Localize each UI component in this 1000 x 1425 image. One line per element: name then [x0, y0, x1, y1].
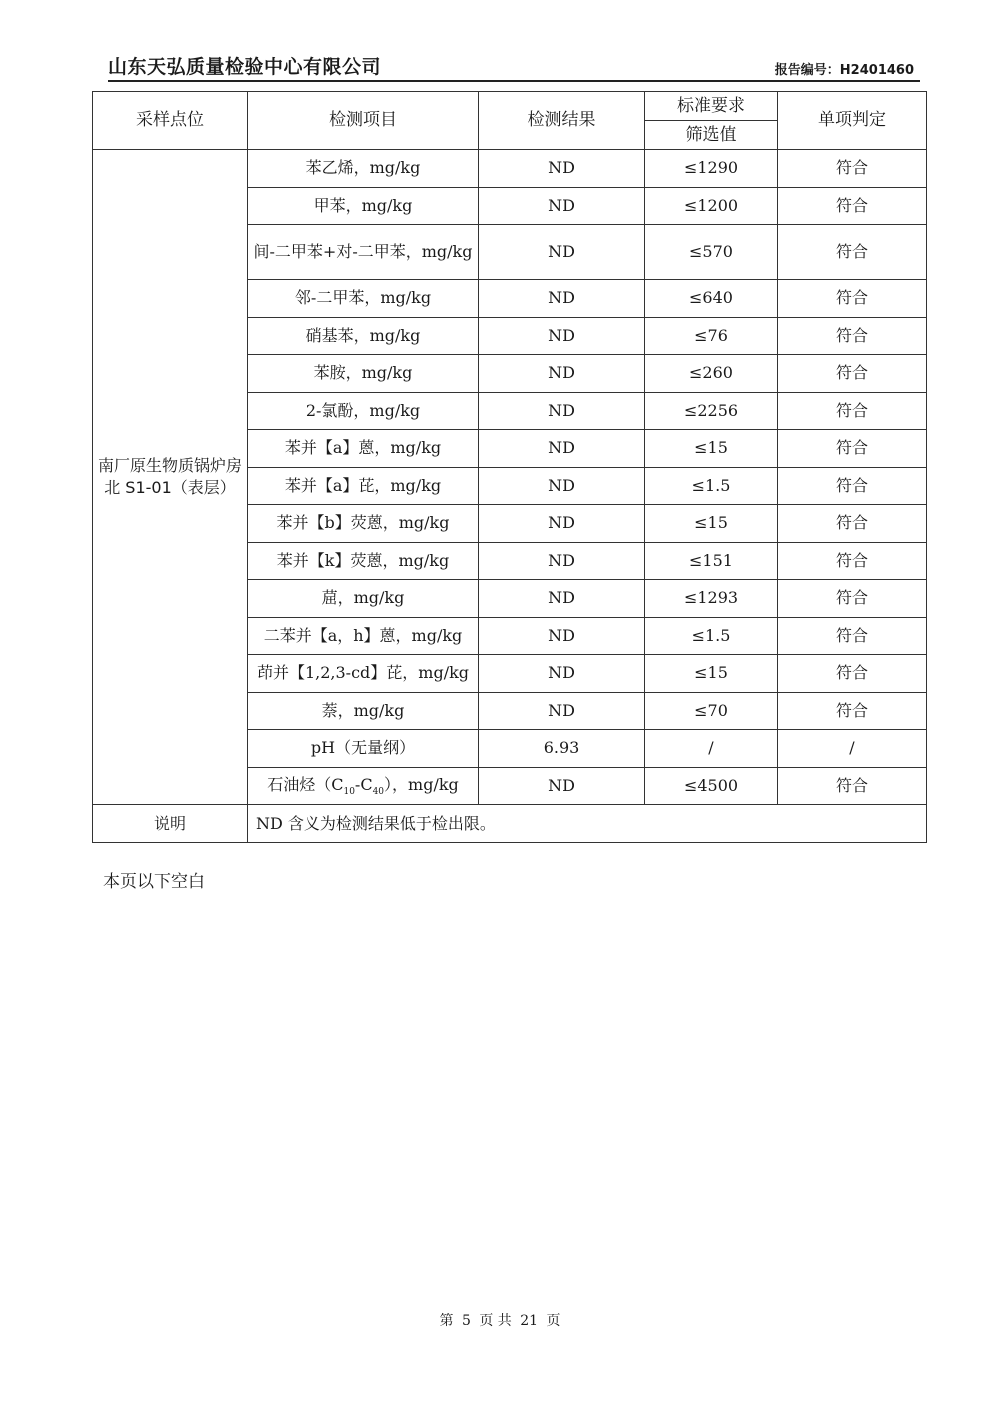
- judgement: 符合: [778, 467, 927, 505]
- judgement: 符合: [778, 225, 927, 280]
- standard-value: ≤4500: [645, 767, 778, 805]
- judgement: 符合: [778, 150, 927, 188]
- standard-value: ≤1.5: [645, 467, 778, 505]
- table-row: [93, 150, 927, 188]
- standard-value: ≤1200: [645, 187, 778, 225]
- test-item: 䓛，mg/kg: [248, 580, 479, 618]
- test-result: ND: [479, 355, 645, 393]
- report-header: [108, 50, 918, 82]
- header-result: 检测结果: [479, 92, 645, 150]
- item-prefix: 石油烃（C: [267, 774, 344, 794]
- test-item: 萘，mg/kg: [248, 692, 479, 730]
- standard-value: ≤260: [645, 355, 778, 393]
- standard-value: ≤1293: [645, 580, 778, 618]
- footer-post: 页: [546, 1313, 561, 1329]
- total-pages: 21: [520, 1313, 539, 1329]
- table-header-row: [93, 92, 927, 121]
- test-result: ND: [479, 430, 645, 468]
- test-item: pH（无量纲）: [248, 730, 479, 768]
- test-result: ND: [479, 505, 645, 543]
- header-standard-sub: 筛选值: [645, 121, 778, 150]
- test-result: ND: [479, 280, 645, 318]
- standard-value: /: [645, 730, 778, 768]
- test-result: ND: [479, 692, 645, 730]
- test-item: 苯并【b】荧蒽，mg/kg: [248, 505, 479, 543]
- header-judgement: 单项判定: [778, 92, 927, 150]
- page-number: 5: [461, 1313, 471, 1329]
- note-text: ND 含义为检测结果低于检出限。: [248, 805, 927, 843]
- test-item: [248, 767, 479, 805]
- judgement: 符合: [778, 392, 927, 430]
- item-suffix: ），mg/kg: [384, 774, 459, 794]
- judgement: 符合: [778, 187, 927, 225]
- judgement: 符合: [778, 692, 927, 730]
- note-label: 说明: [93, 805, 248, 843]
- test-item: 二苯并【a，h】蒽，mg/kg: [248, 617, 479, 655]
- footer-mid: 页 共: [479, 1313, 512, 1329]
- test-result: ND: [479, 187, 645, 225]
- test-item: 间-二甲苯+对-二甲苯，mg/kg: [248, 225, 479, 280]
- judgement: 符合: [778, 542, 927, 580]
- test-item: 邻-二甲苯，mg/kg: [248, 280, 479, 318]
- test-item: 苯并【a】芘，mg/kg: [248, 467, 479, 505]
- judgement: 符合: [778, 280, 927, 318]
- standard-value: ≤2256: [645, 392, 778, 430]
- standard-value: ≤640: [645, 280, 778, 318]
- test-item: 硝基苯，mg/kg: [248, 317, 479, 355]
- test-result: ND: [479, 392, 645, 430]
- test-item: 茚并【1,2,3-cd】芘，mg/kg: [248, 655, 479, 693]
- judgement: 符合: [778, 580, 927, 618]
- test-result: ND: [479, 767, 645, 805]
- item-subscript: 40: [372, 786, 385, 797]
- sampling-location: 南厂原生物质锅炉房北 S1-01（表层）: [93, 150, 248, 805]
- judgement: 符合: [778, 505, 927, 543]
- standard-value: ≤15: [645, 430, 778, 468]
- test-item: 苯乙烯，mg/kg: [248, 150, 479, 188]
- test-result: ND: [479, 467, 645, 505]
- test-result: ND: [479, 655, 645, 693]
- header-divider: [108, 80, 920, 82]
- judgement: 符合: [778, 767, 927, 805]
- standard-value: ≤76: [645, 317, 778, 355]
- judgement: 符合: [778, 430, 927, 468]
- header-standard: 标准要求: [645, 92, 778, 121]
- judgement: 符合: [778, 317, 927, 355]
- test-result: ND: [479, 617, 645, 655]
- company-name: 山东天弘质量检验中心有限公司: [108, 56, 382, 78]
- test-item: 苯并【k】荧蒽，mg/kg: [248, 542, 479, 580]
- test-item: 苯胺，mg/kg: [248, 355, 479, 393]
- test-result: ND: [479, 317, 645, 355]
- test-item: 苯并【a】蒽，mg/kg: [248, 430, 479, 468]
- standard-value: ≤70: [645, 692, 778, 730]
- test-result: ND: [479, 225, 645, 280]
- judgement: /: [778, 730, 927, 768]
- test-result: ND: [479, 580, 645, 618]
- standard-value: ≤151: [645, 542, 778, 580]
- header-location: 采样点位: [93, 92, 248, 150]
- item-subscript: 10: [343, 786, 355, 797]
- test-result: 6.93: [479, 730, 645, 768]
- page-footer: [0, 1310, 1000, 1330]
- standard-value: ≤570: [645, 225, 778, 280]
- standard-value: ≤1.5: [645, 617, 778, 655]
- note-row: [93, 805, 927, 843]
- header-item: 检测项目: [248, 92, 479, 150]
- test-result: ND: [479, 542, 645, 580]
- judgement: 符合: [778, 617, 927, 655]
- report-number: 报告编号：H2401460: [774, 63, 914, 78]
- standard-value: ≤1290: [645, 150, 778, 188]
- test-item: 甲苯，mg/kg: [248, 187, 479, 225]
- judgement: 符合: [778, 655, 927, 693]
- judgement: 符合: [778, 355, 927, 393]
- results-table: [92, 91, 927, 843]
- item-mid: -C: [354, 774, 373, 794]
- test-item: 2-氯酚，mg/kg: [248, 392, 479, 430]
- standard-value: ≤15: [645, 655, 778, 693]
- test-result: ND: [479, 150, 645, 188]
- standard-value: ≤15: [645, 505, 778, 543]
- footer-pre: 第: [439, 1313, 454, 1329]
- blank-page-note: 本页以下空白: [103, 872, 205, 892]
